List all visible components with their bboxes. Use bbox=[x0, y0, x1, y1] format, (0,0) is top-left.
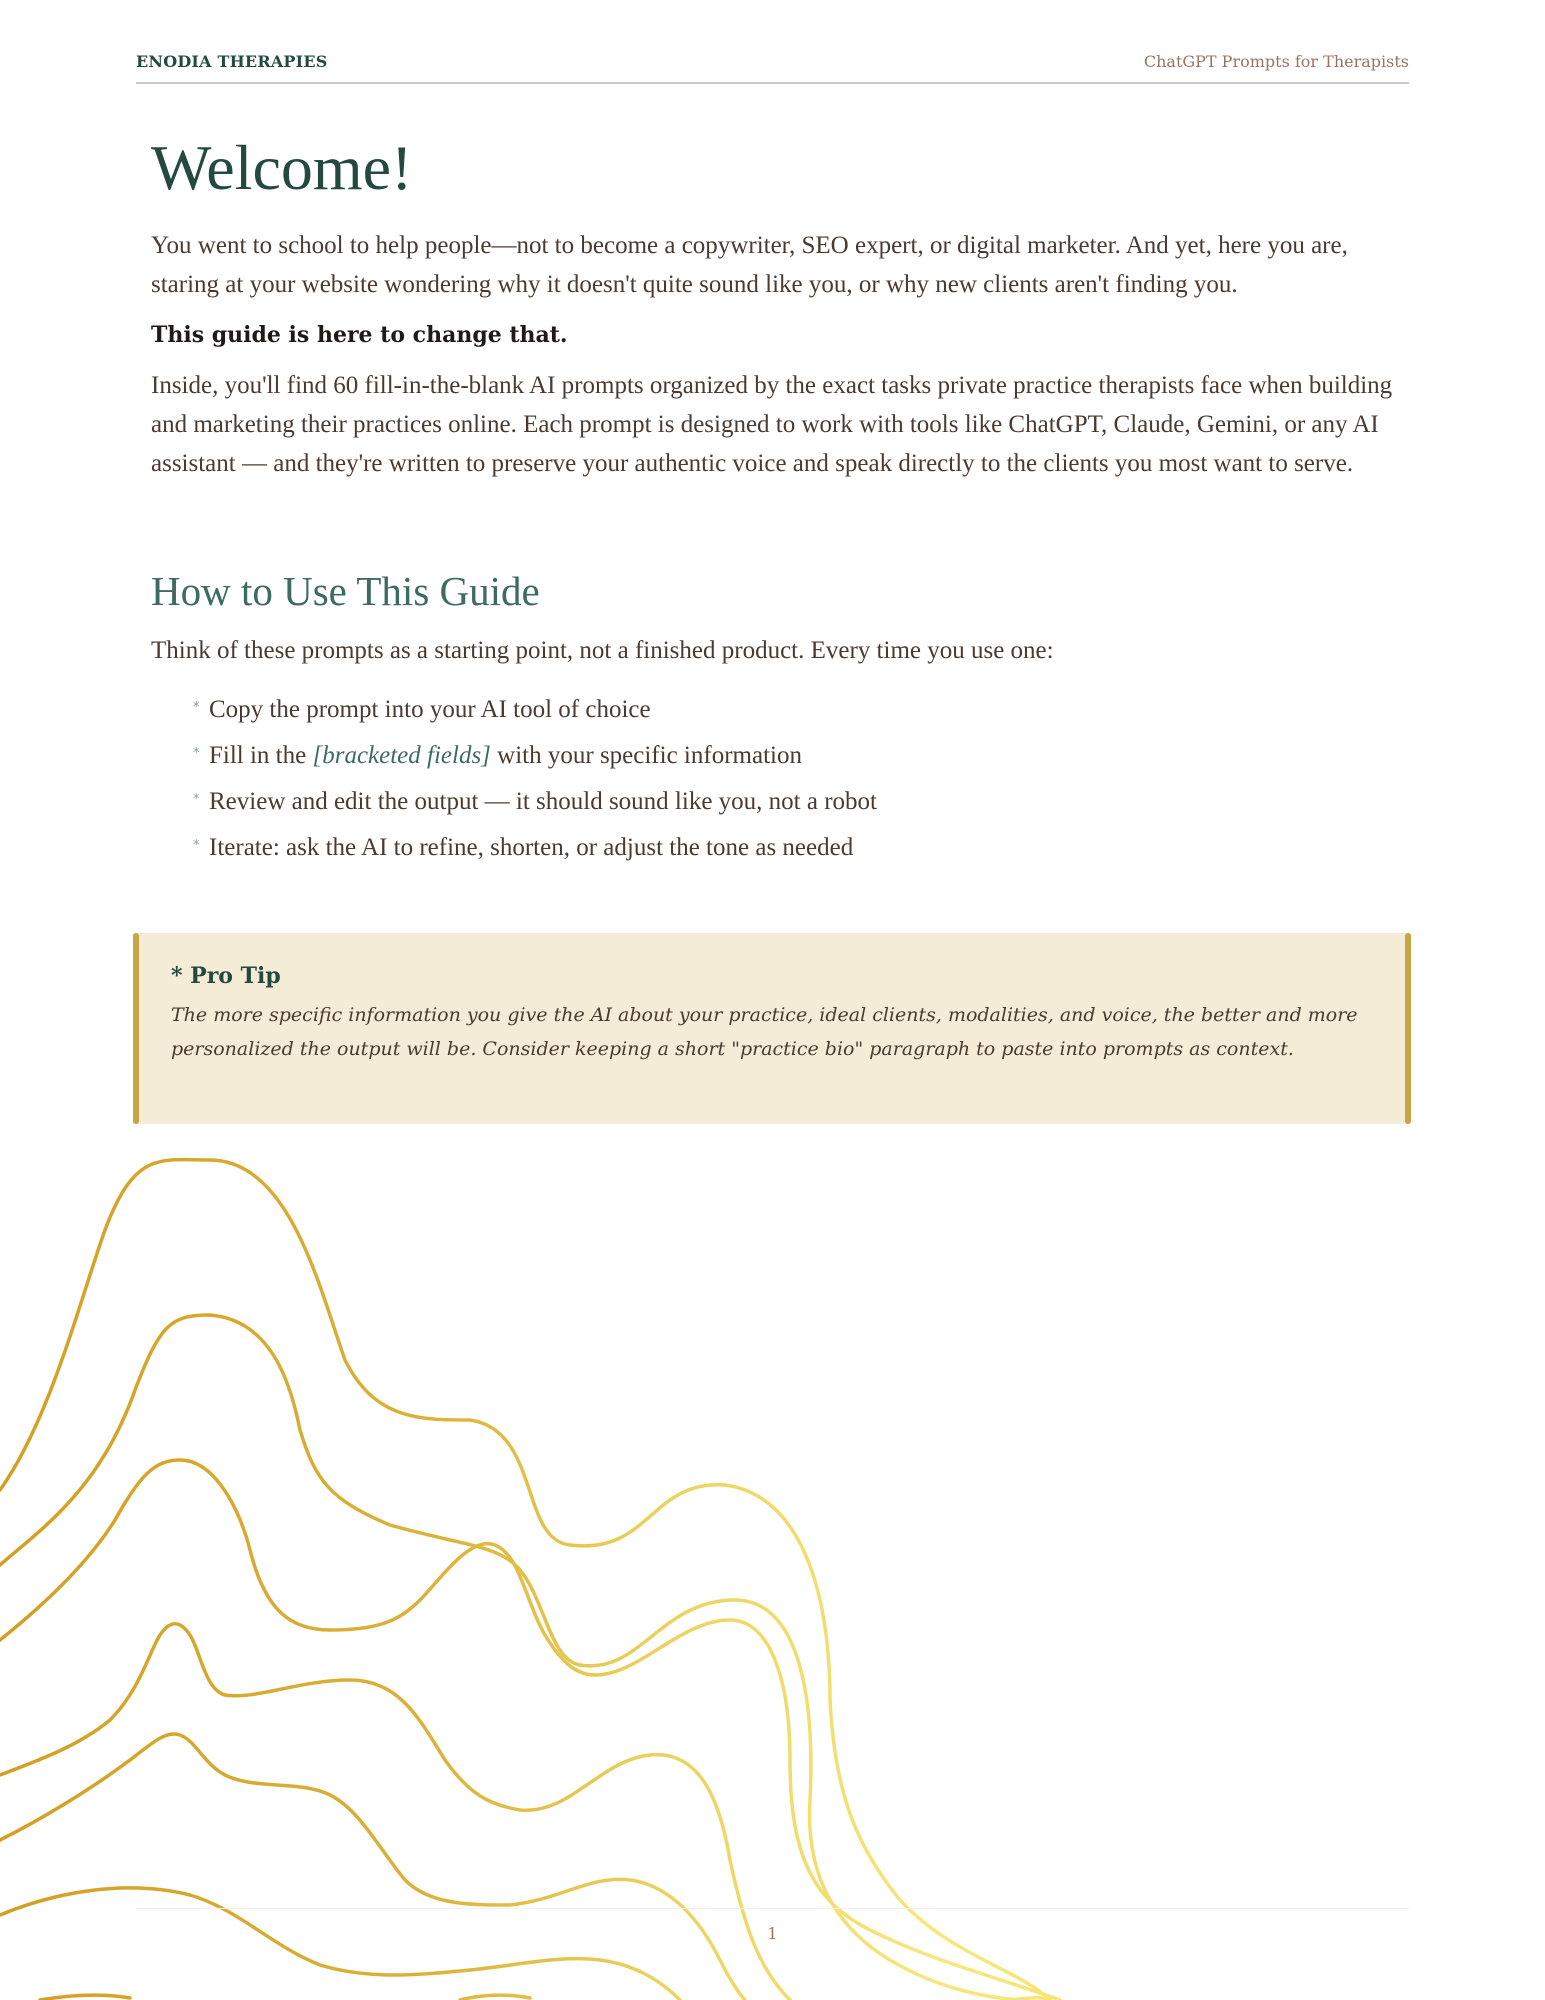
wave-line bbox=[460, 1995, 530, 2000]
pro-tip-title: * Pro Tip bbox=[171, 963, 281, 989]
callout-border-left bbox=[133, 933, 139, 1124]
wave-line bbox=[0, 1888, 680, 2000]
list-item-text: with your specific information bbox=[490, 742, 802, 769]
bullet-star-icon: * bbox=[193, 746, 200, 761]
intro-paragraph: You went to school to help people—not to become a copywriter, SEO expert, or digital marketer. And yet, here you are, staring at your website wondering why it doesn't quite sound like you, or why new clients aren't finding you. bbox=[151, 232, 1348, 298]
list-item bbox=[193, 732, 1401, 778]
pro-tip-callout bbox=[133, 933, 1411, 1124]
bullet-star-icon: * bbox=[193, 792, 200, 807]
wave-line bbox=[0, 1624, 790, 2000]
wave-line bbox=[0, 1315, 1020, 2000]
footer-divider bbox=[136, 1908, 1409, 1909]
bracketed-fields-emphasis: [bracketed fields] bbox=[312, 742, 491, 769]
list-item-text: Copy the prompt into your AI tool of choice bbox=[209, 696, 651, 723]
page-title: Welcome! bbox=[151, 132, 413, 203]
pro-tip-text: The more specific information you give the AI about your practice, ideal clients, modalities, and voice, the better and more personalized the output will be. Consider keeping a short "practice bio" paragraph to paste into prompts as context. bbox=[171, 1004, 1358, 1060]
list-item bbox=[193, 778, 1401, 824]
bullet-star-icon: * bbox=[193, 838, 200, 853]
section-heading-how-to-use: How to Use This Guide bbox=[151, 568, 540, 614]
wave-line bbox=[0, 1734, 745, 2000]
list-item-text: Review and edit the output — it should sound like you, not a robot bbox=[209, 788, 877, 815]
wave-line bbox=[0, 1460, 1060, 2000]
bullet-star-icon: * bbox=[193, 700, 200, 715]
page-header bbox=[136, 50, 1409, 84]
document-title: ChatGPT Prompts for Therapists bbox=[1143, 52, 1409, 71]
list-item bbox=[193, 686, 1401, 732]
wave-line bbox=[0, 1160, 1050, 2000]
main-content bbox=[151, 128, 1401, 870]
list-item bbox=[193, 824, 1401, 870]
how-to-list bbox=[151, 686, 1401, 870]
page-number: 1 bbox=[767, 1924, 778, 1943]
callout-border-right bbox=[1405, 933, 1411, 1124]
inside-paragraph: Inside, you'll find 60 fill-in-the-blank AI prompts organized by the exact tasks private practice therapists face when building and marketing their practices online. Each prompt is designed to work with tools like ChatGPT, Claude, Gemini, or any AI assistant — and they're written to preserve your authentic voice and speak directly to the clients you most want to serve. bbox=[151, 372, 1393, 477]
guide-statement: This guide is here to change that. bbox=[151, 322, 568, 348]
how-to-lead: Think of these prompts as a starting point, not a finished product. Every time you use one: bbox=[151, 637, 1054, 664]
wave-line bbox=[40, 1995, 130, 2000]
list-item-text: Iterate: ask the AI to refine, shorten, or adjust the tone as needed bbox=[209, 834, 854, 861]
list-item-text: Fill in the bbox=[209, 742, 313, 769]
brand-name: ENODIA THERAPIES bbox=[136, 52, 328, 71]
